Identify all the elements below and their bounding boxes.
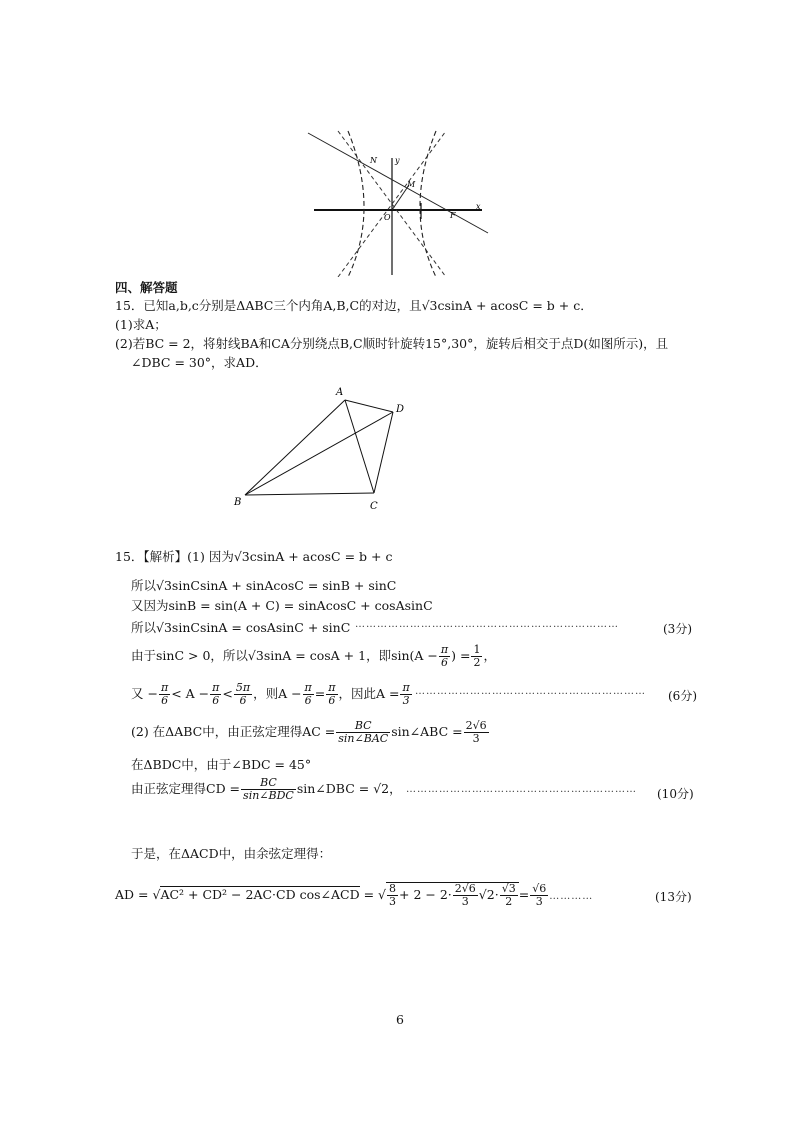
problem-part2: (2)若BC = 2，将射线BA和CA分别绕点B,C顺时针旋转15°,30°，旋转后相交于点D(如图所示)，且 [115, 336, 669, 351]
label-b: B [234, 497, 242, 508]
solution-line: (2) 在ΔABC中，由正弦定理得AC = $\frac{BC}{\text{sin∠BAC}}$ sin∠ABC = $\frac{2√6}{3}$ [131, 719, 487, 745]
label-x: x [476, 202, 481, 211]
leader-dots: ……………………………………………………………… [355, 619, 619, 630]
problem-part1: (1)求A； [115, 317, 167, 332]
score: (10分) [657, 787, 694, 801]
solution-line: 所以√3sinCsinA = cosAsinC + sinC [131, 620, 351, 635]
score: (3分) [663, 622, 692, 636]
label-d: D [396, 404, 405, 415]
page-number: 6 [396, 1012, 404, 1027]
label-a: A [336, 387, 344, 398]
problem-part2-cont: ∠DBC = 30°，求AD． [131, 355, 268, 370]
score: (13分) [655, 890, 692, 904]
solution-line: 由于sinC > 0，所以√3sinA = cosA + 1，即sin(A − $\frac{\pi}{6}$ ) = $\frac{1}{2}$ ， [131, 643, 496, 669]
hyperbola-figure [300, 125, 495, 277]
solution-line: 在ΔBDC中，由于∠BDC = 45° [131, 757, 312, 772]
solution-line: 于是，在ΔACD中，由余弦定理得： [131, 846, 332, 861]
label-m: M [407, 180, 416, 189]
solution-line: 又 − $\frac{\pi}{6}$ < A − $\frac{\pi}{6}$ < $\frac{5\pi}{6}$ ，则A − $\frac{\pi}{6}$ = $\frac{\pi}{6}$ ，因此A = $\frac{\pi}{3}$ [131, 681, 410, 707]
label-f: F [450, 211, 456, 220]
solution-line: AD = √AC² + CD² − 2AC·CD cos∠ACD = √ $\frac{8}{3}$ + 2 − 2· $\frac{2√6}{3}$ √2· $\frac{√3}{2}$ = $\frac{√6}{3}$ ………… [115, 882, 594, 908]
solution-line: 由正弦定理得CD = $\frac{BC}{\text{sin∠BDC}}$ sin∠DBC = √2， [131, 776, 402, 802]
leader-dots: ……………………………………………………… [415, 686, 646, 697]
leader-dots: ……………………………………………………… [406, 784, 637, 795]
label-o: O [384, 213, 391, 222]
solution-line: 又因为sinB = sin(A + C) = sinAcosC + cosAsinC [131, 598, 433, 613]
label-n: N [370, 156, 377, 165]
solution-line: 所以√3sinCsinA + sinAcosC = sinB + sinC [131, 578, 397, 593]
score: (6分) [668, 689, 697, 703]
label-y: y [395, 156, 400, 165]
label-c: C [370, 501, 378, 512]
section-heading: 四、解答题 [115, 280, 178, 295]
problem-statement: 15．已知a,b,c分别是ΔABC三个内角A,B,C的对边，且√3csinA + acosC = b + c． [115, 298, 593, 313]
triangle-figure [228, 383, 418, 518]
solution-header: 15．【解析】(1) 因为√3csinA + acosC = b + c [115, 549, 393, 564]
